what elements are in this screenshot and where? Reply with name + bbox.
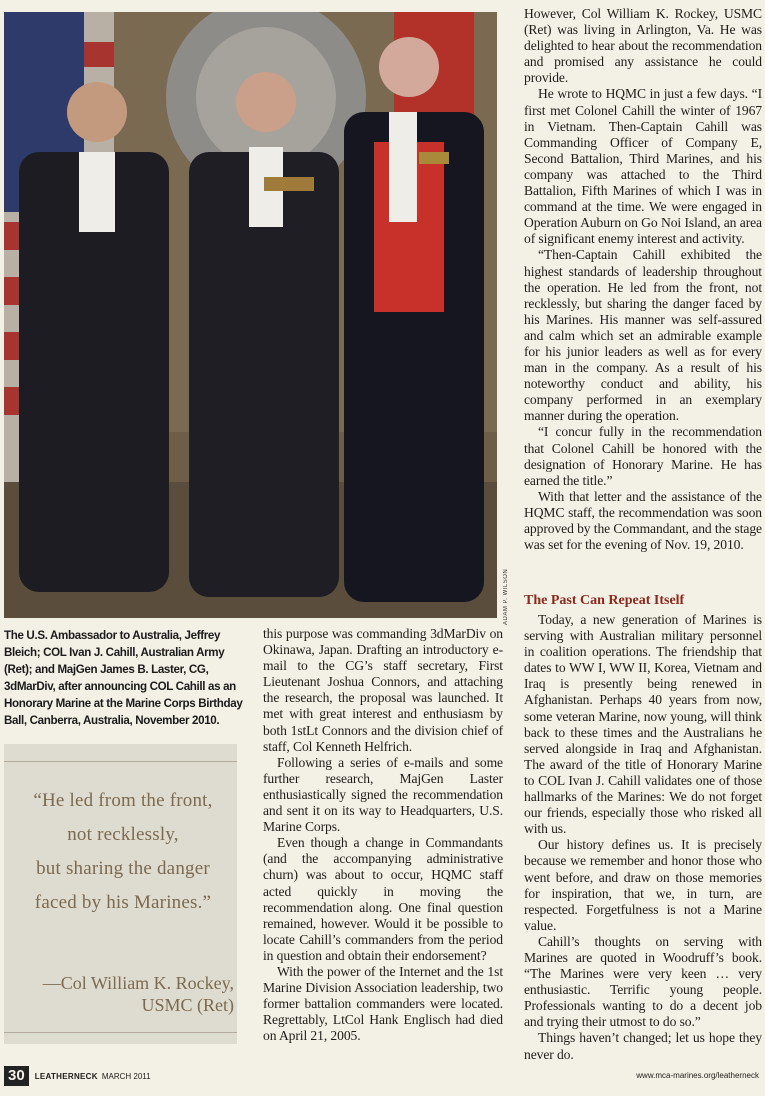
- pull-quote-attribution: [12, 972, 234, 1016]
- paragraph: Cahill’s thoughts on serving with Marines are quoted in Woodruff’s book. “The Marines were very keen … very enthusiastic. Terrific young people. Professionals wanting to do a decent job and trying their utmost to do so.”: [524, 933, 762, 1030]
- issue-date: MARCH 2011: [101, 1071, 151, 1081]
- photo-illustration: [4, 12, 497, 618]
- attribution-line: USMC (Ret): [141, 995, 234, 1015]
- page-footer: [4, 1066, 151, 1086]
- paragraph: this purpose was commanding 3dMarDiv on Okinawa, Japan. Drafting an introductory e-mail to the CG’s staff secretary, First Lieutenant Joshua Connors, and attaching the research, the proposal was launched. It met with great interest and enthusiasm by both 1stLt Connors and the division chief of staff, Col Kenneth Helfrich.: [263, 626, 503, 754]
- paragraph: With the power of the Internet and the 1st Marine Division Association leadership, two former battalion commanders were located. Regrettably, LtCol Hank Englisch had died on April 21, 2005.: [263, 963, 503, 1044]
- pull-quote-line: “He led from the front,: [33, 790, 213, 811]
- article-column-middle: [263, 626, 503, 1044]
- magazine-name: LEATHERNECK: [34, 1071, 98, 1081]
- paragraph: Even though a change in Commandants (and the accompanying administrative churn) was about to occur, HQMC staff acted quickly in moving the recommendation along. One final question remained, however. Would it be possible to locate Cahill’s commanders from the period in question and obtain their endorsement?: [263, 835, 503, 963]
- ceremony-photo: [4, 12, 497, 618]
- pull-quote-text: [12, 784, 234, 920]
- paragraph: Our history defines us. It is precisely because we remember and honor those who went before, and draw on those memories for inspiration, that we, in turn, are respected. Forgetfulness is not a Marine value.: [524, 837, 762, 933]
- paragraph: Things haven’t changed; let us hope they never do.: [524, 1030, 762, 1062]
- paragraph: Following a series of e-mails and some further research, MajGen Laster enthusiastically signed the recommendation and sent it on its way to Headquarters, U.S. Marine Corps.: [263, 754, 503, 835]
- pull-quote-line: not recklessly,: [67, 824, 179, 845]
- pull-quote-line: faced by his Marines.”: [34, 892, 212, 913]
- article-column-right-lower: [524, 612, 762, 1063]
- paragraph: However, Col William K. Rockey, USMC (Ret) was living in Arlington, Va. He was delighted to hear about the recommendation and promised any assistance he could provide.: [524, 6, 762, 86]
- article-column-right: [524, 6, 762, 553]
- pull-quote-line: but sharing the danger: [36, 858, 210, 879]
- photo-caption: The U.S. Ambassador to Australia, Jeffrey Bleich; COL Ivan J. Cahill, Australian Army (Ret); and MajGen James B. Laster, CG, 3dMarDiv, after announcing COL Cahill as an Honorary Marine at the Marine Corps Birthday Ball, Canberra, Australia, November 2010.: [4, 629, 243, 727]
- paragraph: He wrote to HQMC in just a few days. “I first met Colonel Cahill the winter of 1967 in Vietnam. Then-Captain Cahill was Commanding Officer of Company E, Second Battalion, Third Marines, and his company was attached to the Third Battalion, Fifth Marines of which I was in command at the time. We were engaged in Operation Auburn on Go Noi Island, an area of significant enemy interest and activity.: [524, 86, 762, 247]
- pull-quote: [4, 744, 237, 1044]
- footer-url: www.mca-marines.org/leatherneck: [636, 1071, 759, 1080]
- attribution-line: —Col William K. Rockey,: [42, 973, 234, 993]
- pull-quote-bottom-rule: [4, 1032, 237, 1033]
- paragraph: “Then-Captain Cahill exhibited the highest standards of leadership throughout the operation. He led from the front, not recklessly, but sharing the danger faced by his Marines. His manner was self-assured and calm which set an admirable example for his junior leaders as well as for every man in the company. As a result of his noteworthy conduct and ability, his company performed in an exemplary manner during the operation.: [524, 247, 762, 424]
- paragraph: “I concur fully in the recommendation that Colonel Cahill be honored with the designation of Honorary Marine. He has earned the title.”: [524, 424, 762, 488]
- pull-quote-top-rule: [4, 761, 237, 762]
- paragraph: Today, a new generation of Marines is serving with Australian military personnel in coalition operations. The friendship that dates to WW I, WW II, Korea, Vietnam and Iraq is presently being renewed in Afghanistan. Perhaps 40 years from now, some veteran Marine, now young, will think back to these times and the Australians he served alongside in Iraq and Afghanistan. The award of the title of Honorary Marine to COL Ivan J. Cahill validates one of those hallmarks of the Marines: We do not forget our friends, especially those who risked all with us.: [524, 612, 762, 837]
- page-number: 30: [4, 1066, 29, 1086]
- photo-credit: ADAM P. WILSON: [503, 568, 509, 625]
- section-heading: The Past Can Repeat Itself: [524, 593, 685, 608]
- paragraph: With that letter and the assistance of the HQMC staff, the recommendation was soon approved by the Commandant, and the stage was set for the evening of Nov. 19, 2010.: [524, 488, 762, 553]
